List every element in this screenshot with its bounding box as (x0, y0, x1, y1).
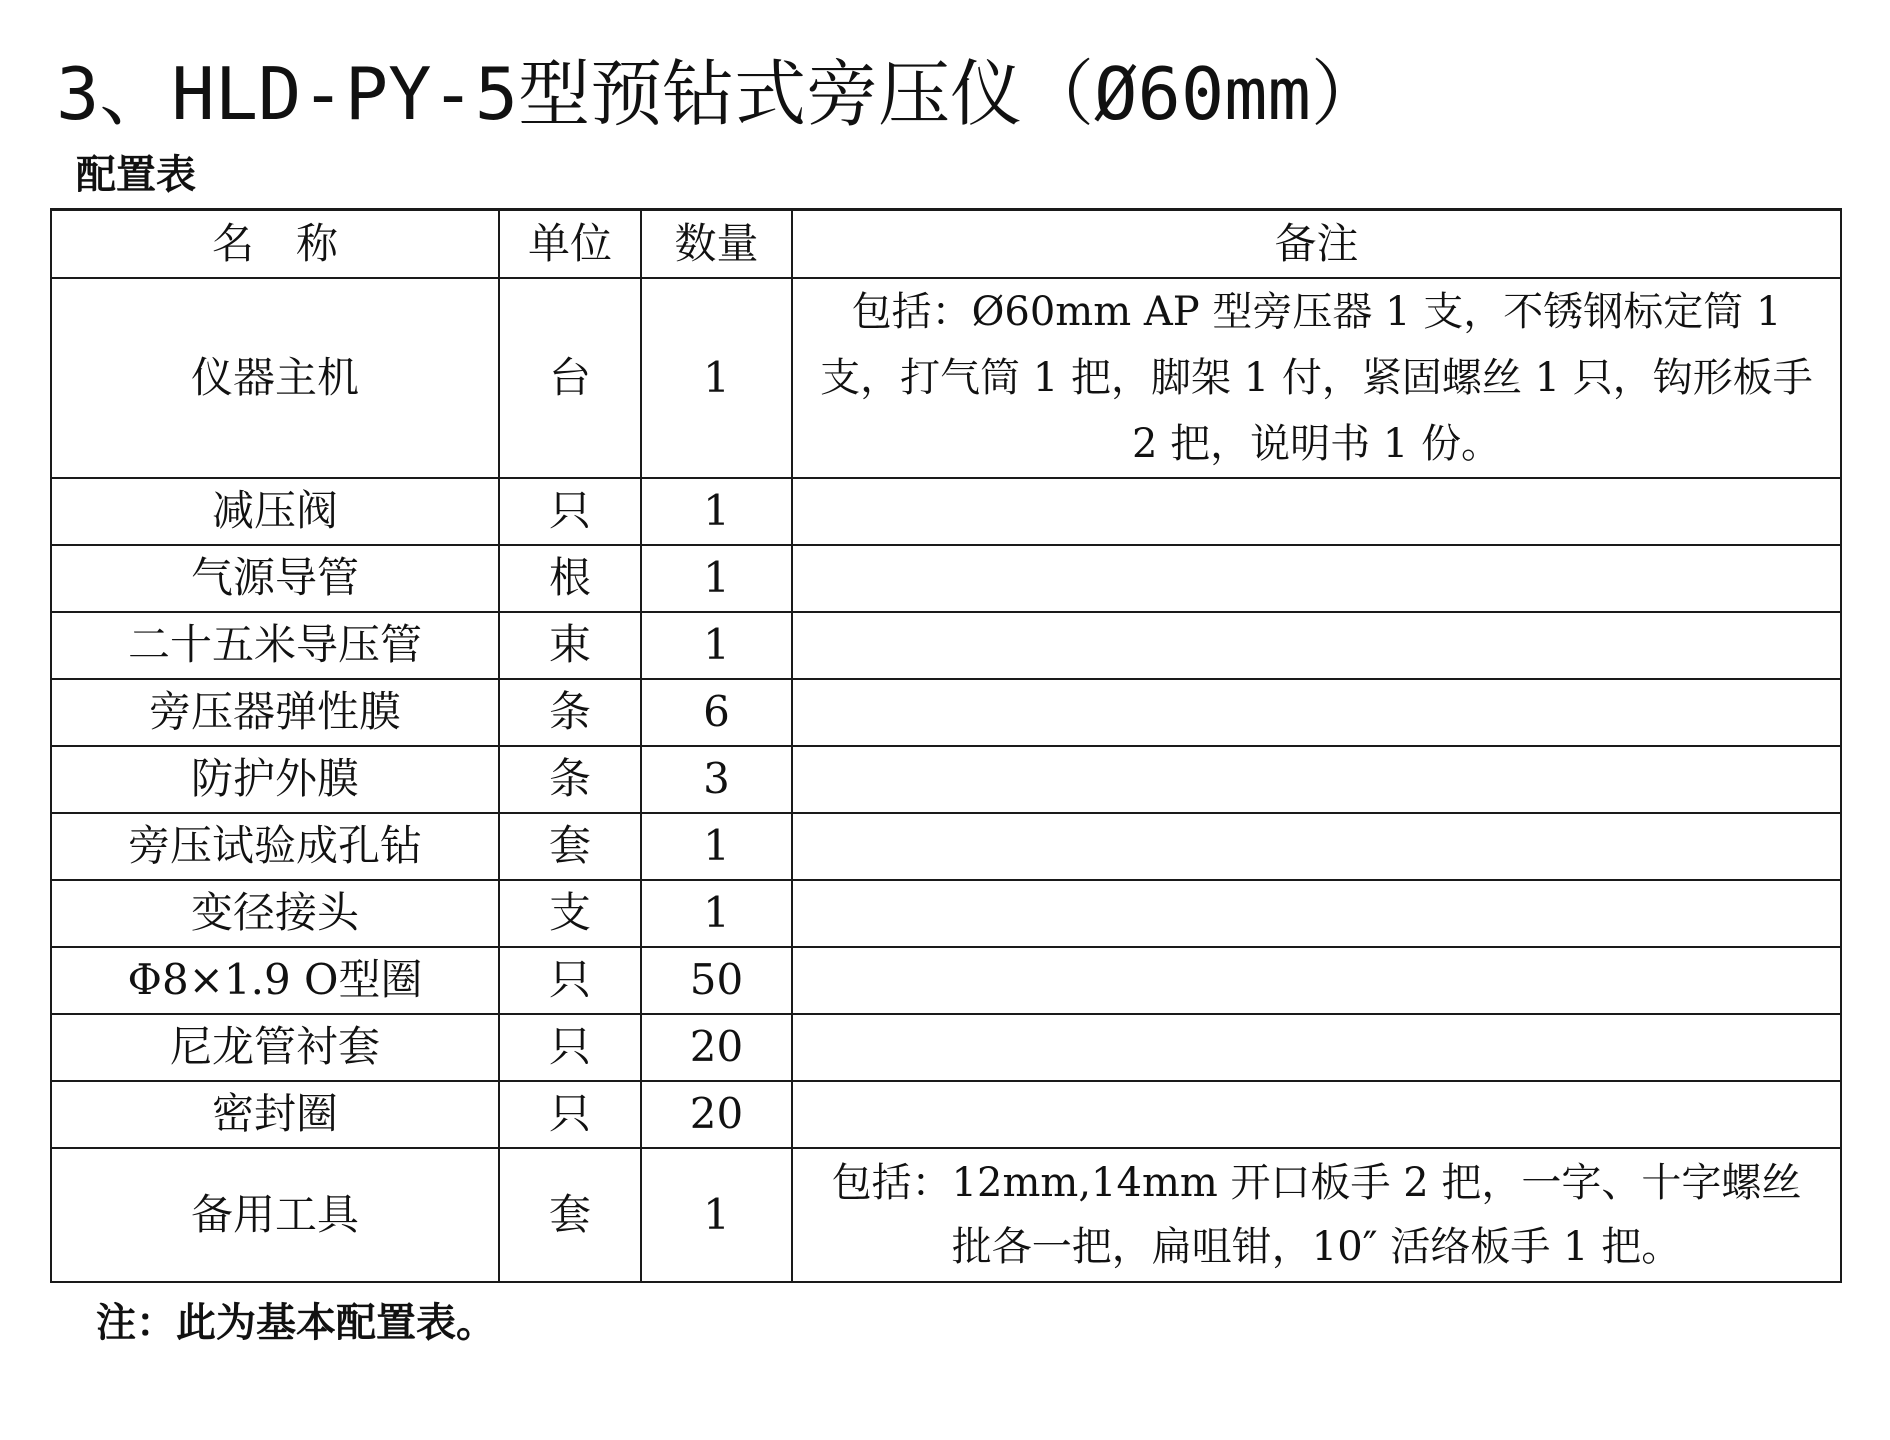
cell-note (792, 1014, 1841, 1081)
config-table (50, 208, 1842, 1283)
table-row (51, 545, 1841, 612)
table-caption: 配置表 (76, 152, 196, 198)
cell-unit: 台 (499, 278, 641, 478)
cell-unit: 套 (499, 1148, 641, 1282)
cell-qty: 1 (641, 1148, 792, 1282)
table-row (51, 679, 1841, 746)
cell-note (792, 746, 1841, 813)
cell-qty: 20 (641, 1081, 792, 1148)
cell-qty: 1 (641, 612, 792, 679)
table-row (51, 612, 1841, 679)
cell-name: 尼龙管衬套 (51, 1014, 499, 1081)
cell-note: 包括：Ø60mm AP 型旁压器 1 支，不锈钢标定筒 1 支，打气筒 1 把，脚架 1 付，紧固螺丝 1 只，钩形板手 2 把，说明书 1 份。 (792, 278, 1841, 478)
cell-qty: 1 (641, 278, 792, 478)
cell-name: 防护外膜 (51, 746, 499, 813)
page-title: 3、HLD-PY-5型预钻式旁压仪（Ø60mm） (56, 52, 1383, 136)
cell-note (792, 880, 1841, 947)
header-qty: 数量 (641, 210, 792, 278)
cell-note (792, 612, 1841, 679)
cell-unit: 只 (499, 947, 641, 1014)
cell-name: 备用工具 (51, 1148, 499, 1282)
cell-unit: 条 (499, 746, 641, 813)
cell-note (792, 1081, 1841, 1148)
table-row (51, 1148, 1841, 1282)
table-row (51, 947, 1841, 1014)
table-row (51, 1081, 1841, 1148)
cell-unit: 套 (499, 813, 641, 880)
cell-unit: 束 (499, 612, 641, 679)
cell-unit: 条 (499, 679, 641, 746)
cell-qty: 6 (641, 679, 792, 746)
header-name: 名 称 (51, 210, 499, 278)
cell-qty: 1 (641, 478, 792, 545)
cell-note (792, 947, 1841, 1014)
cell-qty: 3 (641, 746, 792, 813)
cell-name: 仪器主机 (51, 278, 499, 478)
cell-qty: 1 (641, 545, 792, 612)
footer-note: 注：此为基本配置表。 (96, 1300, 496, 1346)
cell-unit: 根 (499, 545, 641, 612)
cell-qty: 1 (641, 813, 792, 880)
cell-note (792, 679, 1841, 746)
cell-name: 密封圈 (51, 1081, 499, 1148)
cell-name: 旁压器弹性膜 (51, 679, 499, 746)
table-row (51, 278, 1841, 478)
cell-name: Φ8×1.9 O型圈 (51, 947, 499, 1014)
cell-unit: 只 (499, 1081, 641, 1148)
cell-note: 包括：12mm,14mm 开口板手 2 把，一字、十字螺丝批各一把，扁咀钳，10″ 活络板手 1 把。 (792, 1148, 1841, 1282)
cell-qty: 20 (641, 1014, 792, 1081)
cell-name: 旁压试验成孔钻 (51, 813, 499, 880)
cell-name: 二十五米导压管 (51, 612, 499, 679)
header-unit: 单位 (499, 210, 641, 278)
table-row (51, 478, 1841, 545)
cell-name: 减压阀 (51, 478, 499, 545)
table-row (51, 1014, 1841, 1081)
cell-qty: 1 (641, 880, 792, 947)
cell-unit: 只 (499, 478, 641, 545)
cell-note (792, 813, 1841, 880)
table-row (51, 746, 1841, 813)
table-header-row (51, 210, 1841, 278)
cell-unit: 只 (499, 1014, 641, 1081)
cell-note (792, 545, 1841, 612)
cell-name: 变径接头 (51, 880, 499, 947)
cell-unit: 支 (499, 880, 641, 947)
cell-qty: 50 (641, 947, 792, 1014)
table-row (51, 880, 1841, 947)
cell-name: 气源导管 (51, 545, 499, 612)
cell-note (792, 478, 1841, 545)
header-note: 备注 (792, 210, 1841, 278)
table-row (51, 813, 1841, 880)
